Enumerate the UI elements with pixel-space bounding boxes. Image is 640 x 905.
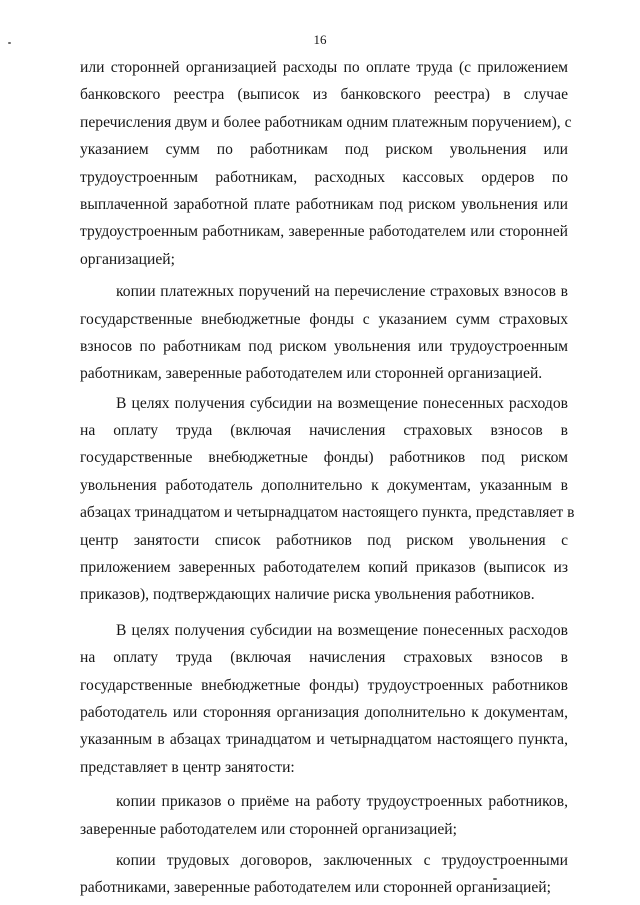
paragraph-payment-documents <box>80 54 572 273</box>
text-line: работниками, заверенные работодателем или сторонней организацией; <box>80 879 551 897</box>
text-line: копии трудовых договоров, заключенных с трудоустроенными <box>116 851 568 869</box>
text-line: государственные внебюджетные фонды) трудоустроенных работников <box>80 676 568 694</box>
text-line: государственные внебюджетные фонды с указанием сумм страховых <box>80 310 568 328</box>
text-line: или сторонней организацией расходы по оплате труда (с приложением <box>80 59 568 76</box>
text-line: В целях получения субсидии на возмещение понесенных расходов <box>116 621 568 639</box>
text-line: трудоустроенным работникам, заверенные работодателем или сторонней <box>80 223 568 241</box>
page-number: 16 <box>313 32 327 47</box>
text-line: приложением заверенных работодателем копий приказов (выписок из <box>80 559 568 577</box>
text-line: копии приказов о приёме на работу трудоустроенных работников, <box>116 793 568 811</box>
paragraph-employed-workers <box>80 617 568 781</box>
text-line: на оплату труда (включая начисления страховых взносов в <box>80 422 568 440</box>
text-line: взносов по работникам под риском увольнения или трудоустроенным <box>80 337 568 355</box>
text-line: работодатель или сторонняя организация дополнительно к документам, <box>80 703 568 721</box>
text-line: государственные внебюджетные фонды) работников под риском <box>80 449 568 467</box>
text-line: указанным в абзацах тринадцатом и четырнадцатом настоящего пункта, <box>80 731 568 749</box>
text-line: копии платежных поручений на перечисление страховых взносов в <box>116 283 568 301</box>
text-line: абзацах тринадцатом и четырнадцатом настоящего пункта, представляет в <box>80 504 575 522</box>
text-line: представляет в центр занятости: <box>80 758 295 776</box>
paragraph-risk-of-dismissal <box>80 390 575 609</box>
text-line: организацией; <box>80 250 175 268</box>
text-line: выплаченной заработной плате работникам под риском увольнения или <box>80 195 568 213</box>
text-line: банковского реестра (выписок из банковского реестра) в случае <box>80 86 568 104</box>
text-line: на оплату труда (включая начисления страховых взносов в <box>80 649 568 667</box>
paragraph-insurance-payments <box>80 278 568 388</box>
text-line: трудоустроенным работникам, расходных кассовых ордеров по <box>80 168 568 186</box>
text-line: перечисления двум и более работникам одним платежным поручением), с <box>80 113 572 131</box>
text-line: приказов), подтверждающих наличие риска увольнения работников. <box>80 586 535 604</box>
document-body <box>80 54 575 902</box>
text-line: указанием сумм по работникам под риском увольнения или <box>80 141 568 159</box>
text-line: В целях получения субсидии на возмещение понесенных расходов <box>116 394 568 412</box>
scan-speck <box>8 42 11 44</box>
text-line: работникам, заверенные работодателем или сторонней организацией. <box>80 365 543 383</box>
text-line: заверенные работодателем или сторонней организацией; <box>80 820 457 838</box>
paragraph-employment-contracts <box>80 847 568 902</box>
text-line: центр занятости список работников под риском увольнения с <box>80 531 568 549</box>
paragraph-hiring-orders <box>80 788 568 843</box>
text-line: увольнения работодатель дополнительно к документам, указанным в <box>80 476 568 494</box>
